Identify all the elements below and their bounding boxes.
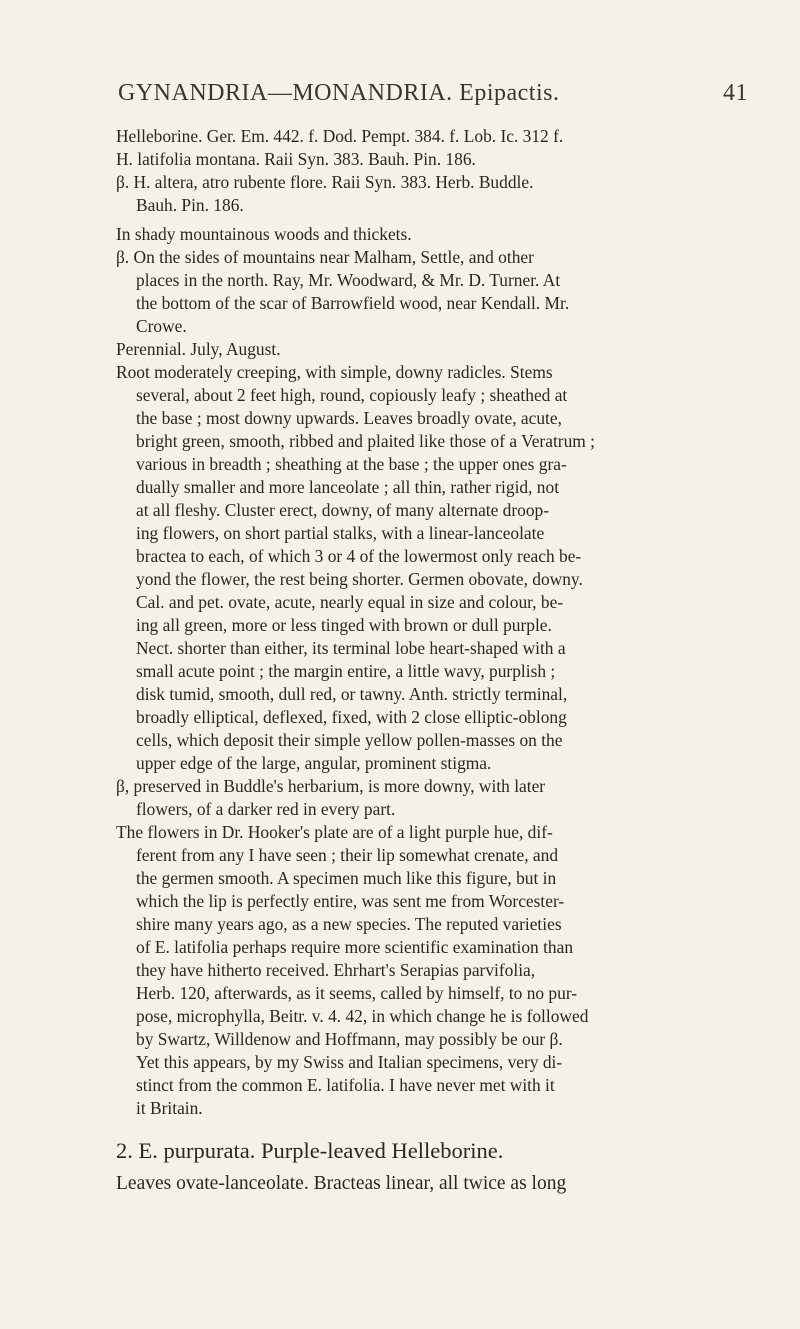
text-line: pose, microphylla, Beitr. v. 4. 42, in which change he is followed (136, 1006, 589, 1026)
text-line: Bauh. Pin. 186. (136, 195, 244, 215)
text-line: the bottom of the scar of Barrowfield wood, near Kendall. Mr. (136, 293, 570, 313)
text-line: small acute point ; the margin entire, a little wavy, purplish ; (136, 661, 556, 681)
text-line: stinct from the common E. latifolia. I have never met with it (136, 1075, 555, 1095)
text-line: shire many years ago, as a new species. The reputed varieties (136, 914, 562, 934)
text-line: disk tumid, smooth, dull red, or tawny. Anth. strictly terminal, (136, 684, 568, 704)
text-line: broadly elliptical, deflexed, fixed, with 2 close elliptic-oblong (136, 707, 567, 727)
text-line: In shady mountainous woods and thickets. (116, 224, 412, 244)
text-line: yond the flower, the rest being shorter. Germen obovate, downy. (136, 569, 583, 589)
text-line: The flowers in Dr. Hooker's plate are of a light purple hue, dif- (116, 822, 553, 842)
text-line: Root moderately creeping, with simple, downy radicles. Stems (116, 362, 553, 382)
text-line: β, preserved in Buddle's herbarium, is more downy, with later (116, 776, 546, 796)
text-line: β. H. altera, atro rubente flore. Raii Syn. 383. Herb. Buddle. (116, 172, 534, 192)
text-line: it Britain. (136, 1098, 203, 1118)
running-head-title: GYNANDRIA—MONANDRIA. Epipactis. (118, 80, 560, 106)
text-line: Helleborine. Ger. Em. 442. f. Dod. Pempt. 384. f. Lob. Ic. 312 f. (116, 126, 564, 146)
text-line: several, about 2 feet high, round, copiously leafy ; sheathed at (136, 385, 568, 405)
text-line: Nect. shorter than either, its terminal lobe heart-shaped with a (136, 638, 566, 658)
text-line: β. On the sides of mountains near Malham, Settle, and other (116, 247, 534, 267)
text-line: which the lip is perfectly entire, was sent me from Worcester- (136, 891, 565, 911)
text-line: at all fleshy. Cluster erect, downy, of many alternate droop- (136, 500, 550, 520)
text-line: Cal. and pet. ovate, acute, nearly equal in size and colour, be- (136, 592, 564, 612)
text-line: bractea to each, of which 3 or 4 of the lowermost only reach be- (136, 546, 582, 566)
text-line: Yet this appears, by my Swiss and Italian specimens, very di- (136, 1052, 563, 1072)
text-line: various in breadth ; sheathing at the base ; the upper ones gra- (136, 454, 567, 474)
text-line: ing all green, more or less tinged with brown or dull purple. (136, 615, 552, 635)
text-line: of E. latifolia perhaps require more scientific examination than (136, 937, 574, 957)
running-head (118, 80, 748, 107)
text-line: Herb. 120, afterwards, as it seems, called by himself, to no pur- (136, 983, 578, 1003)
text-line: places in the north. Ray, Mr. Woodward, & Mr. D. Turner. At (136, 270, 561, 290)
text-line: dually smaller and more lanceolate ; all thin, rather rigid, not (136, 477, 560, 497)
text-line: ferent from any I have seen ; their lip somewhat crenate, and (136, 845, 559, 865)
text-line: Crowe. (136, 316, 187, 336)
species-heading: 2. E. purpurata. Purple-leaved Helleborine. (116, 1138, 504, 1163)
text-line: by Swartz, Willdenow and Hoffmann, may possibly be our β. (136, 1029, 563, 1049)
text-line: Perennial. July, August. (116, 339, 281, 359)
page-number: 41 (723, 80, 748, 106)
text-line: the germen smooth. A specimen much like this figure, but in (136, 868, 557, 888)
text-line: cells, which deposit their simple yellow pollen-masses on the (136, 730, 563, 750)
text-line: bright green, smooth, ribbed and plaited like those of a Veratrum ; (136, 431, 595, 451)
text-line: ing flowers, on short partial stalks, with a linear-lanceolate (136, 523, 545, 543)
text-line: H. latifolia montana. Raii Syn. 383. Bauh. Pin. 186. (116, 149, 476, 169)
section-gap (116, 1120, 756, 1136)
text-line: the base ; most downy upwards. Leaves broadly ovate, acute, (136, 408, 562, 428)
text-line: flowers, of a darker red in every part. (136, 799, 396, 819)
text-line: upper edge of the large, angular, prominent stigma. (136, 753, 492, 773)
page-body (116, 125, 756, 1197)
text-line: they have hitherto received. Ehrhart's Serapias parvifolia, (136, 960, 536, 980)
species-diagnosis: Leaves ovate-lanceolate. Bracteas linear, all twice as long (116, 1173, 567, 1194)
